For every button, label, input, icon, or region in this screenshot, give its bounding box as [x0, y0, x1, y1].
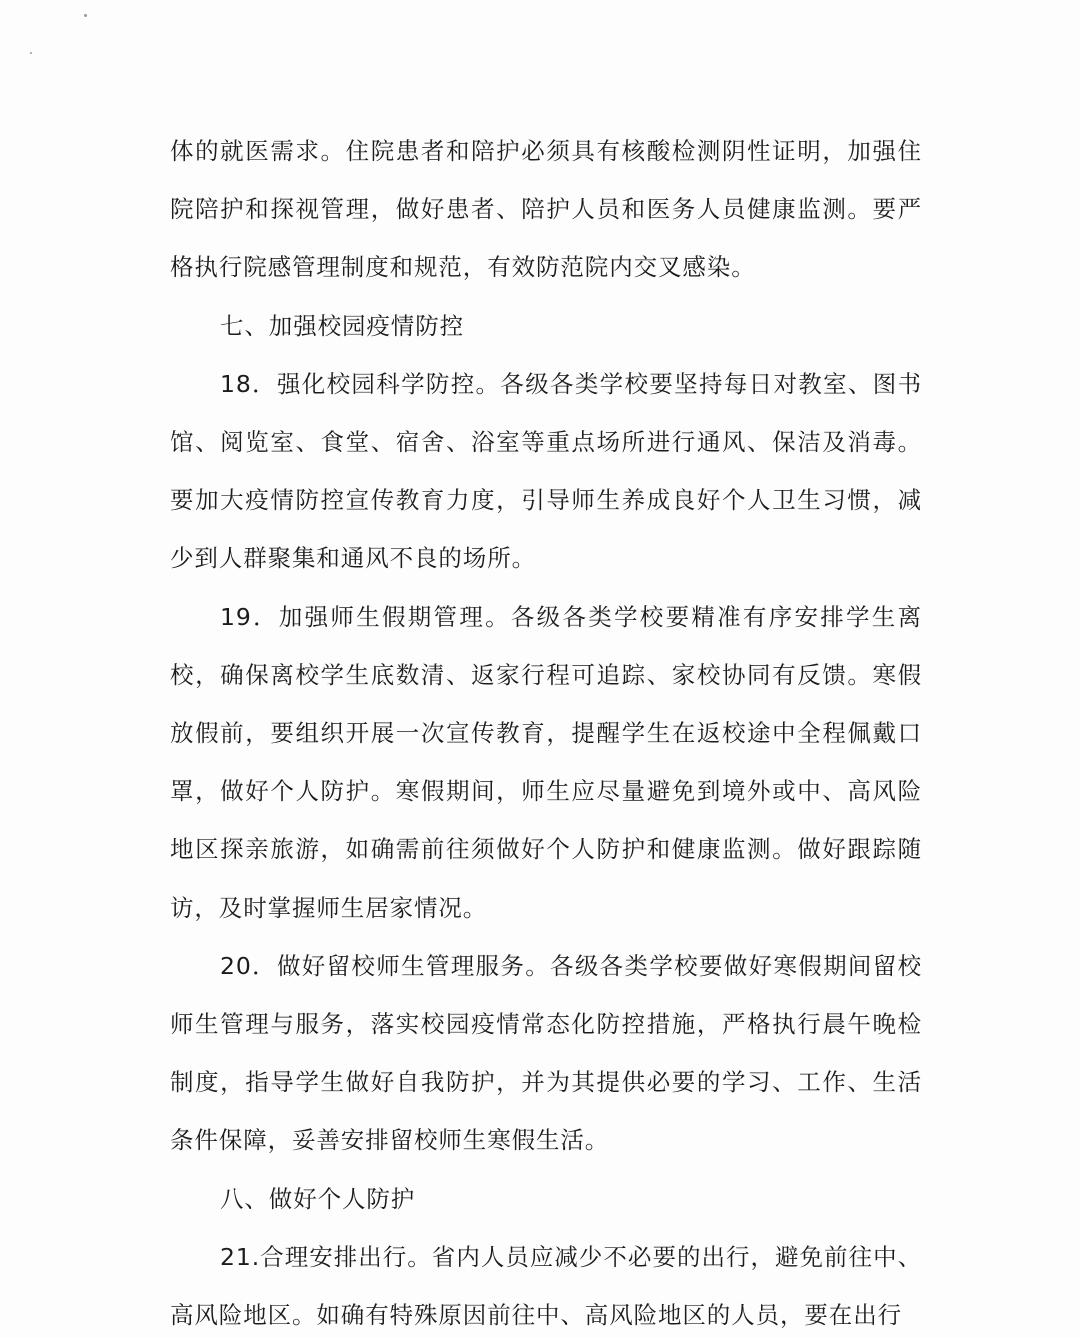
section-heading-7: 七、加强校园疫情防控 [220, 311, 464, 340]
paragraph-item-21: 21.合理安排出行。省内人员应减少不必要的出行，避免前往中、高风险地区。如确有特殊原因前往中、高风险地区的人员，要在出行 [170, 1242, 922, 1330]
section-heading-8: 八、做好个人防护 [220, 1184, 416, 1213]
paragraph-item-20: 20．做好留校师生管理服务。各级各类学校要做好寒假期间留校师生管理与服务，落实校园疫情常态化防控措施，严格执行晨午晚检制度，指导学生做好自我防护，并为其提供必要的学习、工作、生活条件保障，妥善安排留校师生寒假生活。 [170, 951, 922, 1155]
paragraph-item-19: 19．加强师生假期管理。各级各类学校要精准有序安排学生离校，确保离校学生底数清、返家行程可追踪、家校协同有反馈。寒假放假前，要组织开展一次宣传教育，提醒学生在返校途中全程佩戴口罩，做好个人防护。寒假期间，师生应尽量避免到境外或中、高风险地区探亲旅游，如确需前往须做好个人防护和健康监测。做好跟踪随访，及时掌握师生居家情况。 [170, 602, 922, 922]
document-body [170, 122, 922, 1344]
scan-speck [84, 14, 87, 17]
scan-speck [30, 52, 32, 54]
paragraph-item-18: 18．强化校园科学防控。各级各类学校要坚持每日对教室、图书馆、阅览室、食堂、宿舍、浴室等重点场所进行通风、保洁及消毒。要加大疫情防控宣传教育力度，引导师生养成良好个人卫生习惯，减少到人群聚集和通风不良的场所。 [170, 369, 922, 573]
paragraph-continuation: 体的就医需求。住院患者和陪护必须具有核酸检测阴性证明，加强住院陪护和探视管理，做好患者、陪护人员和医务人员健康监测。要严格执行院感管理制度和规范，有效防范院内交叉感染。 [170, 137, 922, 282]
